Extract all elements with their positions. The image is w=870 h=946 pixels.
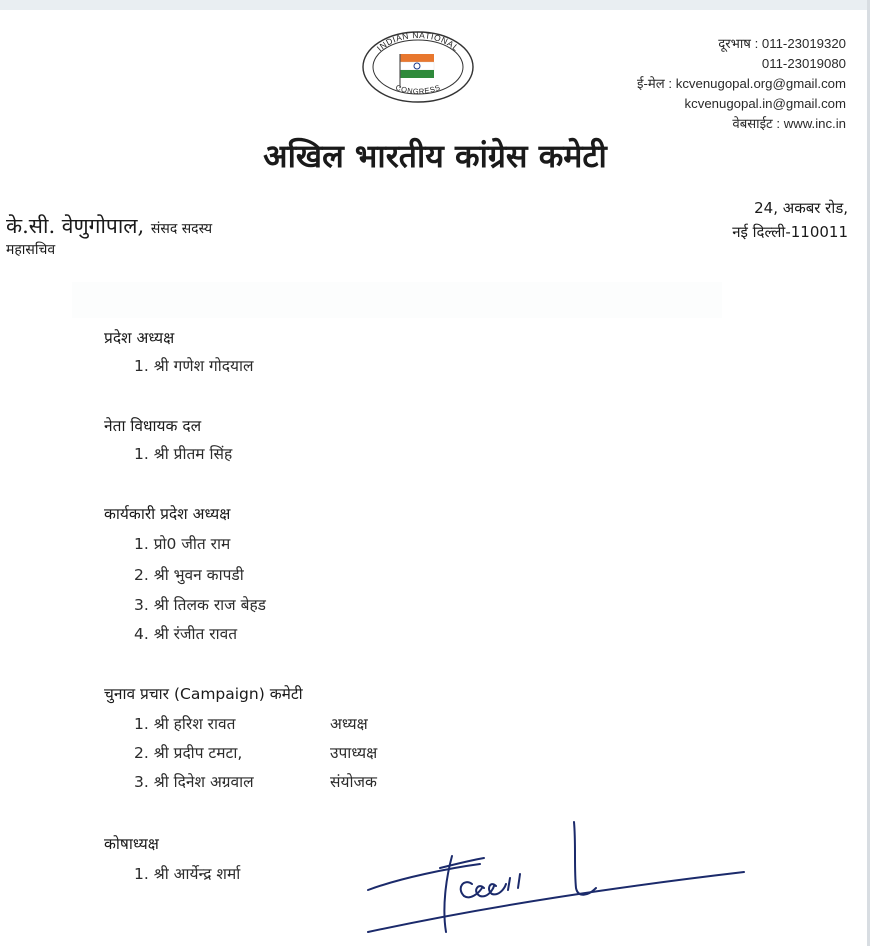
- list-item-role: संयोजक: [330, 773, 377, 791]
- section-title: कार्यकारी प्रदेश अध्यक्ष: [104, 505, 231, 523]
- sender-designation: महासचिव: [6, 242, 56, 258]
- sender-suffix: संसद सदस्य: [150, 221, 213, 237]
- list-item: 2. श्री प्रदीप टमटा,: [134, 744, 243, 762]
- list-item: 1. श्री प्रीतम सिंह: [134, 445, 233, 463]
- list-item: 1. श्री हरिश रावत: [134, 715, 236, 733]
- address-block: [732, 196, 848, 244]
- section-title: चुनाव प्रचार (Campaign) कमेटी: [104, 685, 303, 703]
- list-item: 1. श्री गणेश गोदयाल: [134, 357, 254, 375]
- logo-bottom-text: CONGRESS: [394, 82, 442, 96]
- phone-1: दूरभाष : 011-23019320: [718, 36, 846, 51]
- section-title: कोषाध्यक्ष: [104, 835, 159, 853]
- section-title: नेता विधायक दल: [104, 417, 202, 435]
- list-item: 3. श्री तिलक राज बेहड: [134, 596, 266, 614]
- logo-top-text: INDIAN NATIONAL: [374, 30, 462, 54]
- website: वेबसाईट : www.inc.in: [732, 116, 846, 131]
- list-item: 1. प्रो0 जीत राम: [134, 535, 231, 553]
- section-title: प्रदेश अध्यक्ष: [104, 329, 175, 347]
- svg-text:INDIAN NATIONAL: [375, 30, 461, 53]
- sender-name: के.सी. वेणुगोपाल,: [6, 214, 145, 238]
- svg-text:CONGRESS: [394, 83, 441, 96]
- top-border: [0, 0, 870, 10]
- email-1: ई-मेल : kcvenugopal.org@gmail.com: [637, 76, 846, 91]
- list-item: 1. श्री आर्येन्द्र शर्मा: [134, 865, 241, 883]
- paper-shade: [72, 282, 722, 318]
- list-item: 2. श्री भुवन कापडी: [134, 566, 244, 584]
- contact-block: [637, 34, 846, 134]
- congress-logo: [360, 30, 476, 104]
- address-line-2: नई दिल्ली-110011: [732, 223, 848, 241]
- list-item-role: अध्यक्ष: [330, 715, 368, 733]
- list-item-role: उपाध्यक्ष: [330, 744, 378, 762]
- address-line-1: 24, अकबर रोड,: [754, 199, 848, 217]
- list-item: 4. श्री रंजीत रावत: [134, 625, 238, 643]
- list-item: 3. श्री दिनेश अग्रवाल: [134, 773, 254, 791]
- signature: [360, 808, 750, 946]
- sender-name-line: [6, 212, 212, 240]
- letterhead-title: अखिल भारतीय कांग्रेस कमेटी: [263, 137, 607, 175]
- email-2: kcvenugopal.in@gmail.com: [684, 96, 846, 111]
- phone-2: 011-23019080: [761, 56, 846, 71]
